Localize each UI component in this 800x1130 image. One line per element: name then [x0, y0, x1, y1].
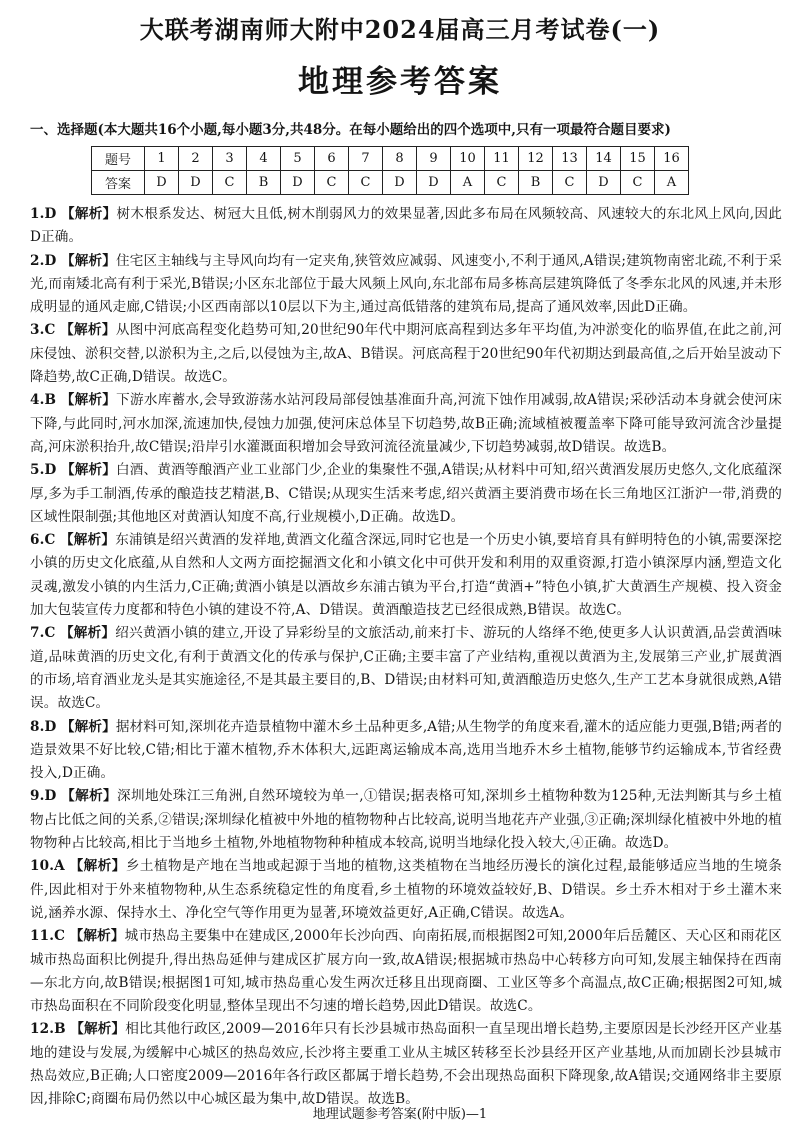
answer-item: [30, 459, 782, 529]
exam-title: 大联考湖南师大附中2024届高三月考试卷(一): [139, 15, 661, 44]
analysis-tag: 【解析】: [69, 928, 125, 945]
question-number-cell: 14: [587, 147, 621, 171]
analysis-tag: 【解析】: [61, 788, 118, 805]
question-answer-label: 12.B: [30, 1021, 66, 1038]
question-number-cell: 9: [417, 147, 451, 171]
question-number-cell: 11: [485, 147, 519, 171]
row-label-question-number: 题号: [92, 147, 145, 171]
analysis-text: 绍兴黄酒小镇的建立,开设了异彩纷呈的文旅活动,前来打卡、游玩的人络绎不绝,使更多人认识黄酒,品尝黄酒味道,品味黄酒的历史文化,有利于黄酒文化的传承与保护,C正确;主要丰富了产业结构,重视以黄酒为主,发展第三产业,扩展黄酒的市场,培育酒业龙头是其实施途径,不是其最主要目的,B、D错误;由材料可知,黄酒酿造历史悠久,生产工艺本身就很成熟,A错误。故选C。: [30, 625, 782, 712]
answer-cell: B: [247, 171, 281, 195]
question-answer-label: 7.C: [30, 625, 56, 642]
question-answer-label: 2.D: [30, 252, 57, 269]
analysis-text: 据材料可知,深圳花卉造景植物中灌木乡土品种更多,A错;从生物学的角度来看,灌木的适应能力更强,B错;两者的造景效果不好比较,C错;相比于灌木植物,乔木体积大,远距离运输成本高,选用当地乔木乡土植物,能够节约运输成本,节省经费投入,D正确。: [30, 718, 782, 782]
question-number-cell: 13: [553, 147, 587, 171]
answer-item: [30, 529, 782, 622]
answer-cell: A: [451, 171, 485, 195]
answer-item: [30, 250, 782, 320]
answer-cell: D: [417, 171, 451, 195]
question-answer-label: 8.D: [30, 718, 57, 735]
analysis-tag: 【解析】: [60, 462, 117, 479]
answer-item: [30, 389, 782, 459]
answer-cell: C: [553, 171, 587, 195]
analysis-tag: 【解析】: [70, 1021, 126, 1038]
analysis-text: 深圳地处珠江三角洲,自然环境较为单一,①错误;据表格可知,深圳乡土植物种数为125种,无法判断其与乡土植物占比低之间的关系,②错误;深圳绿化植被中外地的植物物种占比较高,说明当地花卉产业强,③正确;深圳绿化植被中外地的植物物种占比较高,相比于当地乡土植物,外地植物物种种植成本较高,说明当地绿化投入较大,④正确。故选D。: [30, 788, 782, 852]
answer-cell: C: [349, 171, 383, 195]
analysis-tag: 【解析】: [60, 625, 116, 642]
question-number-cell: 5: [281, 147, 315, 171]
analysis-text: 住宅区主轴线与主导风向均有一定夹角,狭管效应减弱、风速变小,不利于通风,A错误;建筑物南密北疏,不利于采光,而南矮北高有利于采光,B错误;小区东北部位于最大风频上风向,东北部布局多栋高层建筑降低了冬季东北风的风速,并未形成明显的通风走廊,C错误;小区西南部以10层以下为主,通过高低错落的建筑布局,提高了通风效率,因此D正确。: [30, 252, 782, 316]
analysis-tag: 【解析】: [61, 206, 117, 222]
answer-cell: C: [213, 171, 247, 195]
answer-item: [30, 785, 782, 855]
analysis-text: 相比其他行政区,2009—2016年只有长沙县城市热岛面积一直呈现出增长趋势,主要原因是长沙经开区产业基地的建设与发展,为缓解中心城区的热岛效应,长沙将主要重工业从主城区转移至长沙县经开区产业基地,从而加剧长沙县城市热岛效应,B正确;人口密度2009—2016年各行政区都属于增长趋势,不会出现热岛面积下降现象,故A错误;交通网络非主要原因,排除C;商圈布局仍然以中心城区最为集中,故D错误。故选B。: [30, 1021, 782, 1108]
analysis-text: 城市热岛主要集中在建成区,2000年长沙向西、向南拓展,而根据图2可知,2000年后岳麓区、天心区和雨花区城市热岛面积比例提升,得出热岛延伸与建成区扩展方向一致,故A错误;根据城市热岛中心转移方向可知,发展主轴保持在西南—东北方向,故B错误;根据图1可知,城市热岛重心发生两次迁移且出现商圈、工业区等多个高温点,故C正确;根据图2可知,城市热岛面积在不同阶段变化明显,整体呈现出不匀速的增长趋势,因此D错误。故选C。: [30, 928, 782, 1015]
analysis-tag: 【解析】: [60, 392, 117, 409]
question-number-cell: 2: [179, 147, 213, 171]
answer-cell: C: [485, 171, 519, 195]
answer-table: [91, 146, 689, 195]
question-number-cell: 6: [315, 147, 349, 171]
question-number-cell: 1: [145, 147, 179, 171]
answer-item: [30, 855, 782, 925]
question-answer-label: 5.D: [30, 462, 57, 479]
question-number-cell: 4: [247, 147, 281, 171]
analysis-text: 从图中河底高程变化趋势可知,20世纪90年代中期河底高程到达多年平均值,为冲淤变化的临界值,在此之前,河床侵蚀、淤积交替,以淤积为主,之后,以侵蚀为主,故A、B错误。河底高程于20世纪90年代初期达到最高值,之后开始呈波动下降趋势,故C正确,D错误。故选C。: [30, 322, 782, 386]
row-label-answer: 答案: [92, 171, 145, 195]
analysis-text: 白酒、黄酒等酿酒产业工业部门少,企业的集聚性不强,A错误;从材料中可知,绍兴黄酒发展历史悠久,文化底蕴深厚,多为手工制酒,传承的酿造技艺精湛,B、C错误;从现实生活来考虑,绍兴黄酒主要消费市场在长三角地区江浙沪一带,消费的区域性限制强;其他地区对黄酒认知度不高,行业规模小,D正确。故选D。: [30, 462, 782, 525]
analysis-text: 树木根系发达、树冠大且低,树木削弱风力的效果显著,因此多布局在风频较高、风速较大的东北风上风向,因此D正确。: [30, 206, 782, 246]
answer-item: [30, 319, 782, 389]
answer-cell: A: [655, 171, 689, 195]
question-answer-label: 3.C: [30, 322, 56, 339]
analysis-tag: 【解析】: [69, 858, 126, 875]
answer-row: [92, 171, 689, 195]
analysis-tag: 【解析】: [60, 532, 116, 549]
question-answer-label: 6.C: [30, 532, 56, 549]
answer-explanations: [30, 203, 782, 1112]
answer-item: [30, 925, 782, 1018]
section-heading: 一、选择题(本大题共16个小题,每小题3分,共48分。在每小题给出的四个选项中,只有一项最符合题目要求): [30, 122, 671, 138]
page-footer: 地理试题参考答案(附中版)—1: [312, 1107, 488, 1122]
analysis-tag: 【解析】: [60, 322, 116, 339]
answer-cell: D: [383, 171, 417, 195]
question-number-cell: 16: [655, 147, 689, 171]
question-number-cell: 10: [451, 147, 485, 171]
answer-item: [30, 716, 782, 786]
document-title: 地理参考答案: [298, 64, 502, 100]
question-number-cell: 3: [213, 147, 247, 171]
answer-cell: D: [145, 171, 179, 195]
analysis-text: 乡土植物是产地在当地或起源于当地的植物,这类植物在当地经历漫长的演化过程,最能够适应当地的生境条件,因此相对于外来植物物种,从生态系统稳定性的角度看,乡土植物的环境效益较好,B、D错误。乡土乔木相对于乡土灌木来说,涵养水源、保持水土、净化空气等作用更为显著,环境效益更好,A正确,C错误。故选A。: [30, 858, 782, 921]
answer-item: [30, 1018, 782, 1111]
question-answer-label: 10.A: [30, 858, 65, 875]
answer-cell: C: [621, 171, 655, 195]
question-answer-label: 1.D: [30, 206, 57, 222]
analysis-text: 东浦镇是绍兴黄酒的发祥地,黄酒文化蕴含深远,同时它也是一个历史小镇,要培育具有鲜明特色的小镇,需要深挖小镇的历史文化底蕴,从自然和人文两方面挖掘酒文化和小镇文化中可供开发和利用的双重资源,打造小镇深厚内涵,塑造文化灵魂,激发小镇的内生活力,C正确;黄酒小镇是以酒故乡东浦古镇为平台,打造“黄酒+”特色小镇,扩大黄酒生产规模、投入资金加大包装宣传力度都和特色小镇的建设不符,A、D错误。黄酒酿造技艺已经很成熟,B错误。故选C。: [30, 532, 782, 619]
question-number-cell: 15: [621, 147, 655, 171]
question-answer-label: 11.C: [30, 928, 66, 945]
analysis-tag: 【解析】: [60, 252, 117, 269]
question-number-cell: 12: [519, 147, 553, 171]
answer-cell: C: [315, 171, 349, 195]
analysis-text: 下游水库蓄水,会导致游荡水站河段局部侵蚀基准面升高,河流下蚀作用减弱,故A错误;采砂活动本身就会使河床下降,与此同时,河水加深,流速加快,侵蚀力加强,使河床总体呈下切趋势,故B正确;流域植被覆盖率下降可能导致河流含沙量提高,河床淤积抬升,故C错误;沿岸引水灌溉面积增加会导致河流径流量减少,下切趋势减弱,故D错误。故选B。: [30, 392, 782, 455]
answer-cell: B: [519, 171, 553, 195]
answer-cell: D: [281, 171, 315, 195]
question-answer-label: 9.D: [30, 788, 57, 805]
question-number-row: [92, 147, 689, 171]
analysis-tag: 【解析】: [60, 718, 116, 735]
answer-item: [30, 203, 782, 250]
question-number-cell: 7: [349, 147, 383, 171]
question-answer-label: 4.B: [30, 392, 57, 409]
answer-item: [30, 622, 782, 715]
question-number-cell: 8: [383, 147, 417, 171]
answer-cell: D: [179, 171, 213, 195]
answer-cell: D: [587, 171, 621, 195]
